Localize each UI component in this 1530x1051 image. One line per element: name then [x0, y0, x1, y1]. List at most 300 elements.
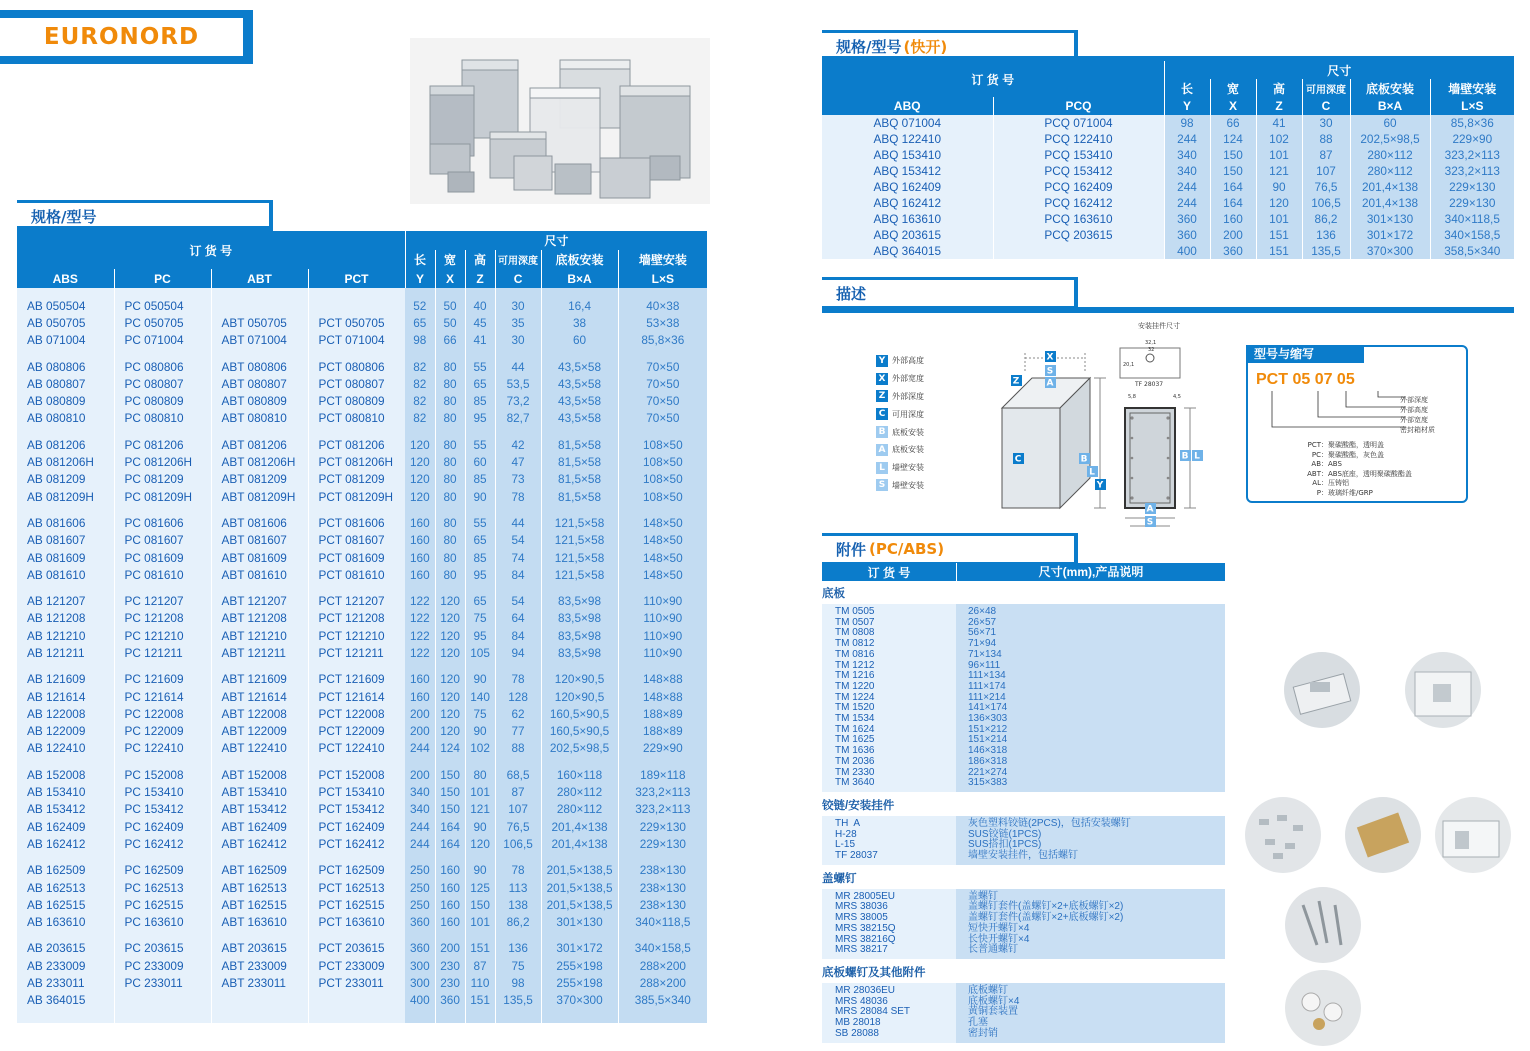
dim-4-5: 4,5 — [1173, 394, 1181, 400]
spec-cell: ABT 162513 — [211, 879, 308, 896]
spec-cell: 160 — [435, 896, 465, 913]
spec-cell: 81,5×58 — [541, 453, 618, 470]
material-item — [1278, 441, 1412, 451]
spec-cell: 108×50 — [618, 436, 707, 453]
quick-depth-header: 可用深度 — [1302, 79, 1350, 97]
spec-cell: AB 121208 — [17, 610, 114, 627]
quick-cell: 136 — [1302, 227, 1350, 243]
spec-row — [17, 783, 707, 800]
spec-cell: ABT 121614 — [211, 688, 308, 705]
quick-cell: 151 — [1256, 227, 1302, 243]
spec-row — [17, 566, 707, 583]
quick-cell: 244 — [1164, 179, 1210, 195]
spec-cell: PC 081607 — [114, 532, 211, 549]
spec-row — [17, 957, 707, 974]
spec-cell: ABT 162515 — [211, 896, 308, 913]
spec-cell: PCT 121211 — [308, 644, 405, 661]
spec-cell: 121 — [465, 801, 495, 818]
spec-cell: 238×130 — [618, 862, 707, 879]
quick-cell: ABQ 153412 — [822, 163, 993, 179]
spec-cell: ABT 153410 — [211, 783, 308, 800]
acc-section-title: 附件 (PC/ABS) — [822, 536, 1074, 562]
spec-row — [17, 896, 707, 913]
spec-cell: 148×50 — [618, 514, 707, 531]
dim-32-1: 32,1 — [1145, 340, 1157, 346]
spec-cell: ABT 163610 — [211, 914, 308, 931]
drawing-letter: A — [1046, 378, 1054, 389]
logo-frame — [0, 10, 253, 64]
spec-cell: AB 153412 — [17, 801, 114, 818]
legend-key: X — [876, 373, 888, 385]
quick-cell: 101 — [1256, 211, 1302, 227]
spec-cell: 43,5×58 — [541, 375, 618, 392]
acc-header-desc: 尺寸(mm),产品说明 — [956, 563, 1225, 581]
spec-cell: AB 080807 — [17, 375, 114, 392]
spec-cell: 120 — [405, 488, 435, 505]
spec-cell: ABT 081209 — [211, 471, 308, 488]
spec-cell: 201,5×138,5 — [541, 896, 618, 913]
spec-cell: AB 162515 — [17, 896, 114, 913]
spec-cell: 80 — [435, 436, 465, 453]
quick-cell: 160 — [1210, 211, 1256, 227]
spec-cell: 189×118 — [618, 766, 707, 783]
spec-col-header: ABT — [211, 269, 308, 288]
quick-col-header: L×S — [1430, 97, 1514, 115]
spec-cell: PC 233009 — [114, 957, 211, 974]
spec-cell: PC 121210 — [114, 627, 211, 644]
spec-row — [17, 740, 707, 757]
spec-cell: PC 081610 — [114, 566, 211, 583]
spec-table — [17, 231, 707, 1023]
spec-cell: 136 — [495, 940, 541, 957]
spec-row — [17, 688, 707, 705]
spec-cell: 50 — [435, 314, 465, 331]
spec-cell: 83,5×98 — [541, 644, 618, 661]
quick-cell: 244 — [1164, 195, 1210, 211]
quick-cell: PCQ 162409 — [993, 179, 1164, 195]
quick-cell: 106,5 — [1302, 195, 1350, 211]
spec-cell: PCT 162515 — [308, 896, 405, 913]
model-part-2: 外部高度 — [1400, 406, 1428, 414]
spec-cell: PCT 080810 — [308, 410, 405, 427]
quick-cell: 340 — [1164, 163, 1210, 179]
spec-cell: 238×130 — [618, 879, 707, 896]
acc-codes: TM 0505 TM 0507 TM 0808 TM 0812 TM 0816 TM 1212 TM 1216 TM 1220 TM 1224 TM 1520 TM 1534 TM 1624 TM 1625 TM 1636 TM 2036 TM 2330 TM 3640 — [835, 606, 875, 789]
spec-row — [17, 314, 707, 331]
material-item — [1278, 479, 1412, 489]
spec-cell: 160 — [405, 566, 435, 583]
quick-cell: ABQ 153410 — [822, 147, 993, 163]
quick-cell: 360 — [1210, 243, 1256, 259]
quick-col-header: B×A — [1350, 97, 1430, 115]
spec-cell: AB 203615 — [17, 940, 114, 957]
height-header: 高 — [465, 250, 495, 269]
spec-cell: 250 — [405, 896, 435, 913]
spec-cell: 44 — [495, 514, 541, 531]
quick-cell: 244 — [1164, 131, 1210, 147]
spec-cell: 244 — [405, 740, 435, 757]
material-item — [1278, 451, 1412, 461]
spec-cell: 160 — [405, 549, 435, 566]
quick-cell: 88 — [1302, 131, 1350, 147]
spec-cell: 110×90 — [618, 610, 707, 627]
spec-row — [17, 592, 707, 609]
spec-cell: 83,5×98 — [541, 592, 618, 609]
spec-cell: 200 — [405, 705, 435, 722]
spec-cell: 255×198 — [541, 957, 618, 974]
spec-cell: 160 — [405, 688, 435, 705]
quick-cell: 229×90 — [1430, 131, 1514, 147]
spec-cell: PCT 153410 — [308, 783, 405, 800]
spec-col-header: ABS — [17, 269, 114, 288]
spec-cell — [308, 992, 405, 1009]
spec-cell: 110×90 — [618, 644, 707, 661]
spec-cell: 78 — [495, 862, 541, 879]
spec-cell: AB 122410 — [17, 740, 114, 757]
spec-cell: PC 050705 — [114, 314, 211, 331]
spec-row — [17, 436, 707, 453]
quick-cell: 360 — [1164, 227, 1210, 243]
quick-row — [822, 115, 1514, 131]
spec-cell: PC 152008 — [114, 766, 211, 783]
spec-cell: PCT 162509 — [308, 862, 405, 879]
spec-cell: 323,2×113 — [618, 783, 707, 800]
spec-row — [17, 514, 707, 531]
spec-col-header: B×A — [541, 269, 618, 288]
material-desc: 聚碳酸酯，灰色盖 — [1328, 450, 1384, 459]
spec-cell: PCT 121210 — [308, 627, 405, 644]
model-code-title: 型号与缩写 — [1246, 345, 1364, 363]
spec-col-header: C — [495, 269, 541, 288]
quick-wall-header: 墙壁安装 — [1430, 79, 1514, 97]
quick-cell: ABQ 162412 — [822, 195, 993, 211]
dim-32: 32 — [1148, 347, 1155, 353]
legend-item — [876, 388, 924, 406]
quick-cell: PCQ 203615 — [993, 227, 1164, 243]
spec-cell: 121,5×58 — [541, 532, 618, 549]
spec-cell: 78 — [495, 671, 541, 688]
spec-cell: PC 163610 — [114, 914, 211, 931]
spec-cell: 108×50 — [618, 488, 707, 505]
quick-cell: 201,4×138 — [1350, 195, 1430, 211]
spec-cell: PCT 153412 — [308, 801, 405, 818]
quick-col-header: ABQ — [822, 97, 993, 115]
spec-cell: 82,7 — [495, 410, 541, 427]
spec-row — [17, 297, 707, 314]
spec-cell: PC 080806 — [114, 358, 211, 375]
spec-cell: 120×90,5 — [541, 671, 618, 688]
wall-mount-header: 墙壁安装 — [618, 250, 707, 269]
quick-cell: 76,5 — [1302, 179, 1350, 195]
spec-cell: 98 — [495, 974, 541, 991]
drawing-letter: S — [1046, 366, 1054, 377]
spec-cell: PCT 050705 — [308, 314, 405, 331]
spec-cell: 120 — [465, 835, 495, 852]
spec-cell: 102 — [465, 740, 495, 757]
legend-text: 外部深度 — [892, 391, 924, 401]
acc-descriptions: 灰色塑料铰链(2PCS)，包括安装螺钉 SUS铰链(1PCS) SUS搭扣(1PCS) 墙壁安装挂件，包括螺钉 — [956, 816, 1225, 865]
drawing-letter: C — [1014, 454, 1022, 465]
quick-cell: 30 — [1302, 115, 1350, 131]
quick-col-header: Z — [1256, 97, 1302, 115]
quick-cell: PCQ 153410 — [993, 147, 1164, 163]
spec-cell: ABT 081607 — [211, 532, 308, 549]
spec-cell: 200 — [405, 723, 435, 740]
spec-cell: 160 — [405, 532, 435, 549]
spec-row — [17, 992, 707, 1009]
enclosure-drawing — [990, 318, 1215, 530]
acc-block — [822, 604, 1225, 793]
spec-cell: 74 — [495, 549, 541, 566]
spec-cell: 101 — [465, 783, 495, 800]
spec-cell: 138 — [495, 896, 541, 913]
spec-row — [17, 671, 707, 688]
spec-cell: 151 — [465, 992, 495, 1009]
spec-cell: 85,8×36 — [618, 332, 707, 349]
material-code: P： — [1316, 488, 1328, 497]
spec-row — [17, 471, 707, 488]
legend-text: 底板安装 — [892, 427, 924, 437]
spec-cell: ABT 080810 — [211, 410, 308, 427]
tf-label: TF 28037 — [1135, 381, 1164, 388]
spec-cell: 88 — [495, 740, 541, 757]
acc-category: 底板螺钉及其他附件 — [822, 966, 926, 979]
legend-item — [876, 352, 924, 370]
spec-cell: 188×89 — [618, 723, 707, 740]
spec-cell: 75 — [495, 957, 541, 974]
spec-cell: 42 — [495, 436, 541, 453]
material-desc: ABS底座，透明聚碳酸酯盖 — [1328, 469, 1412, 478]
spec-cell: 110×90 — [618, 592, 707, 609]
spec-cell: 90 — [465, 488, 495, 505]
spec-cell: 70×50 — [618, 375, 707, 392]
spec-row — [17, 453, 707, 470]
spec-cell: 200 — [405, 766, 435, 783]
screws-photo — [1243, 795, 1323, 875]
spec-cell: 121,5×58 — [541, 549, 618, 566]
usable-depth-header: 可用深度 — [495, 250, 541, 269]
spec-col-header: PCT — [308, 269, 405, 288]
acc-codes: MR 28036EU MRS 48036 MRS 28084 SET MB 28018 SB 28088 — [835, 984, 911, 1039]
spec-cell: PCT 122009 — [308, 723, 405, 740]
spec-cell: 125 — [465, 879, 495, 896]
hinge-photo — [1403, 650, 1483, 730]
material-item — [1278, 489, 1412, 499]
quick-cell: ABQ 163610 — [822, 211, 993, 227]
spec-cell: 80 — [435, 375, 465, 392]
spec-cell: PCT 081209H — [308, 488, 405, 505]
acc-block — [822, 816, 1225, 866]
spec-cell: 16,4 — [541, 297, 618, 314]
spec-cell: ABT 122008 — [211, 705, 308, 722]
spec-row — [17, 862, 707, 879]
spec-cell: 160 — [405, 514, 435, 531]
spec-cell: 83,5×98 — [541, 627, 618, 644]
spec-cell: PCT 162513 — [308, 879, 405, 896]
spec-cell: 84 — [495, 627, 541, 644]
acc-section-header — [822, 533, 1078, 565]
model-code-example: PCT 05 07 05 — [1256, 371, 1355, 388]
spec-cell: 148×50 — [618, 549, 707, 566]
spec-cell: 201,4×138 — [541, 818, 618, 835]
spec-cell: 122 — [405, 644, 435, 661]
spec-col-header: Z — [465, 269, 495, 288]
spec-cell: 229×90 — [618, 740, 707, 757]
spec-cell: 122 — [405, 610, 435, 627]
quick-cell: 121 — [1256, 163, 1302, 179]
spec-cell: AB 162509 — [17, 862, 114, 879]
spec-cell: PC 081209 — [114, 471, 211, 488]
drawing-letter: L — [1194, 451, 1200, 462]
spec-cell: 120 — [405, 453, 435, 470]
accessories-table — [822, 563, 1225, 1044]
spec-cell: 65 — [405, 314, 435, 331]
spec-cell: 121,5×58 — [541, 514, 618, 531]
spec-cell: AB 050705 — [17, 314, 114, 331]
spec-cell: 160 — [435, 862, 465, 879]
spec-cell: PC 071004 — [114, 332, 211, 349]
spec-cell: 122 — [405, 592, 435, 609]
spec-cell: 81,5×58 — [541, 488, 618, 505]
spec-cell: 108×50 — [618, 453, 707, 470]
quick-cell: 150 — [1210, 147, 1256, 163]
spec-cell: PCT 080809 — [308, 392, 405, 409]
quick-section-title: 规格/型号 (快开) — [822, 33, 1074, 59]
spec-cell: PCT 121208 — [308, 610, 405, 627]
length-header: 长 — [405, 250, 435, 269]
spec-cell: 300 — [405, 974, 435, 991]
spec-cell: 229×130 — [618, 818, 707, 835]
spec-cell: 80 — [435, 514, 465, 531]
spec-cell: AB 121207 — [17, 592, 114, 609]
spec-cell: 82 — [405, 358, 435, 375]
drawing-letter: X — [1046, 352, 1054, 363]
spec-cell: ABT 153412 — [211, 801, 308, 818]
spec-cell: 244 — [405, 835, 435, 852]
quick-cell: 229×130 — [1430, 195, 1514, 211]
spec-cell: 200 — [435, 940, 465, 957]
spec-cell: 82 — [405, 410, 435, 427]
legend-text: 外部高度 — [892, 356, 924, 366]
spec-cell: PCT 121207 — [308, 592, 405, 609]
spec-cell: ABT 162412 — [211, 835, 308, 852]
spec-cell: 80 — [435, 471, 465, 488]
legend-key: C — [876, 408, 888, 420]
acc-header-row — [822, 563, 1225, 581]
mount-size-label: 安装挂件尺寸 — [1138, 322, 1180, 330]
spec-cell: 120 — [435, 627, 465, 644]
spec-cell: 90 — [465, 862, 495, 879]
spec-cell: 360 — [405, 940, 435, 957]
quick-cell: 101 — [1256, 147, 1302, 163]
spec-cell: 201,4×138 — [541, 835, 618, 852]
drawing-letter: S — [1146, 517, 1154, 528]
spec-row — [17, 644, 707, 661]
quick-cell: 102 — [1256, 131, 1302, 147]
spec-cell: PCT 081606 — [308, 514, 405, 531]
spec-col-header: Y — [405, 269, 435, 288]
spec-cell: 121,5×58 — [541, 566, 618, 583]
spec-cell: 201,5×138,5 — [541, 862, 618, 879]
spec-cell: 188×89 — [618, 705, 707, 722]
dim-5-8: 5,8 — [1128, 394, 1136, 400]
spec-cell: 55 — [465, 514, 495, 531]
spec-cell: 73,2 — [495, 392, 541, 409]
spec-cell: PC 081609 — [114, 549, 211, 566]
spec-cell: 120 — [435, 688, 465, 705]
spec-cell: 120 — [405, 436, 435, 453]
spec-cell: 80 — [435, 410, 465, 427]
spec-cell: 95 — [465, 566, 495, 583]
spec-cell: 87 — [465, 957, 495, 974]
spec-row — [17, 610, 707, 627]
drawing-letter: Y — [1096, 480, 1104, 491]
acc-category: 底板 — [822, 588, 845, 600]
spec-cell: 160 — [435, 879, 465, 896]
spec-cell: 75 — [465, 705, 495, 722]
spec-cell: 54 — [495, 532, 541, 549]
spec-cell: AB 364015 — [17, 992, 114, 1009]
brackets-photo — [1343, 795, 1423, 875]
brand-logo: EURONORD — [0, 18, 243, 56]
quick-row — [822, 243, 1514, 259]
dimensions-header: 尺寸 — [405, 231, 707, 250]
legend-key: Y — [876, 355, 888, 367]
spec-cell: ABT 081209H — [211, 488, 308, 505]
spec-cell: 229×130 — [618, 835, 707, 852]
spec-cell: 82 — [405, 375, 435, 392]
material-item — [1278, 460, 1412, 470]
spec-cell: 87 — [495, 783, 541, 800]
spec-cell: 128 — [495, 688, 541, 705]
spec-cell: PC 081206H — [114, 453, 211, 470]
spec-cell: PC 122410 — [114, 740, 211, 757]
spec-cell: 120 — [405, 471, 435, 488]
quick-cell: ABQ 122410 — [822, 131, 993, 147]
spec-row — [17, 940, 707, 957]
spec-cell: AB 071004 — [17, 332, 114, 349]
spec-cell: PCT 081206H — [308, 453, 405, 470]
spec-cell: 62 — [495, 705, 541, 722]
spec-cell: ABT 050705 — [211, 314, 308, 331]
spec-cell: AB 081206 — [17, 436, 114, 453]
spec-cell: 120×90,5 — [541, 688, 618, 705]
quick-cell — [993, 243, 1164, 259]
spec-cell: 300 — [405, 957, 435, 974]
spec-cell: PCT 080806 — [308, 358, 405, 375]
spec-cell: 94 — [495, 644, 541, 661]
spec-cell: AB 163610 — [17, 914, 114, 931]
quick-cell: ABQ 071004 — [822, 115, 993, 131]
spec-cell: PCT 162412 — [308, 835, 405, 852]
quick-cell: 120 — [1256, 195, 1302, 211]
spec-cell: 135,5 — [495, 992, 541, 1009]
spec-cell: 288×200 — [618, 957, 707, 974]
spec-cell: 95 — [465, 410, 495, 427]
spec-cell: AB 080806 — [17, 358, 114, 375]
spec-cell: AB 081209H — [17, 488, 114, 505]
spec-cell: 65 — [465, 375, 495, 392]
spec-cell: PC 081606 — [114, 514, 211, 531]
spec-cell: 64 — [495, 610, 541, 627]
spec-row — [17, 375, 707, 392]
spec-cell: AB 121210 — [17, 627, 114, 644]
spec-cell: 43,5×58 — [541, 358, 618, 375]
spec-cell: 120 — [435, 705, 465, 722]
quick-cell: 66 — [1210, 115, 1256, 131]
quick-row — [822, 195, 1514, 211]
spec-cell: AB 233009 — [17, 957, 114, 974]
